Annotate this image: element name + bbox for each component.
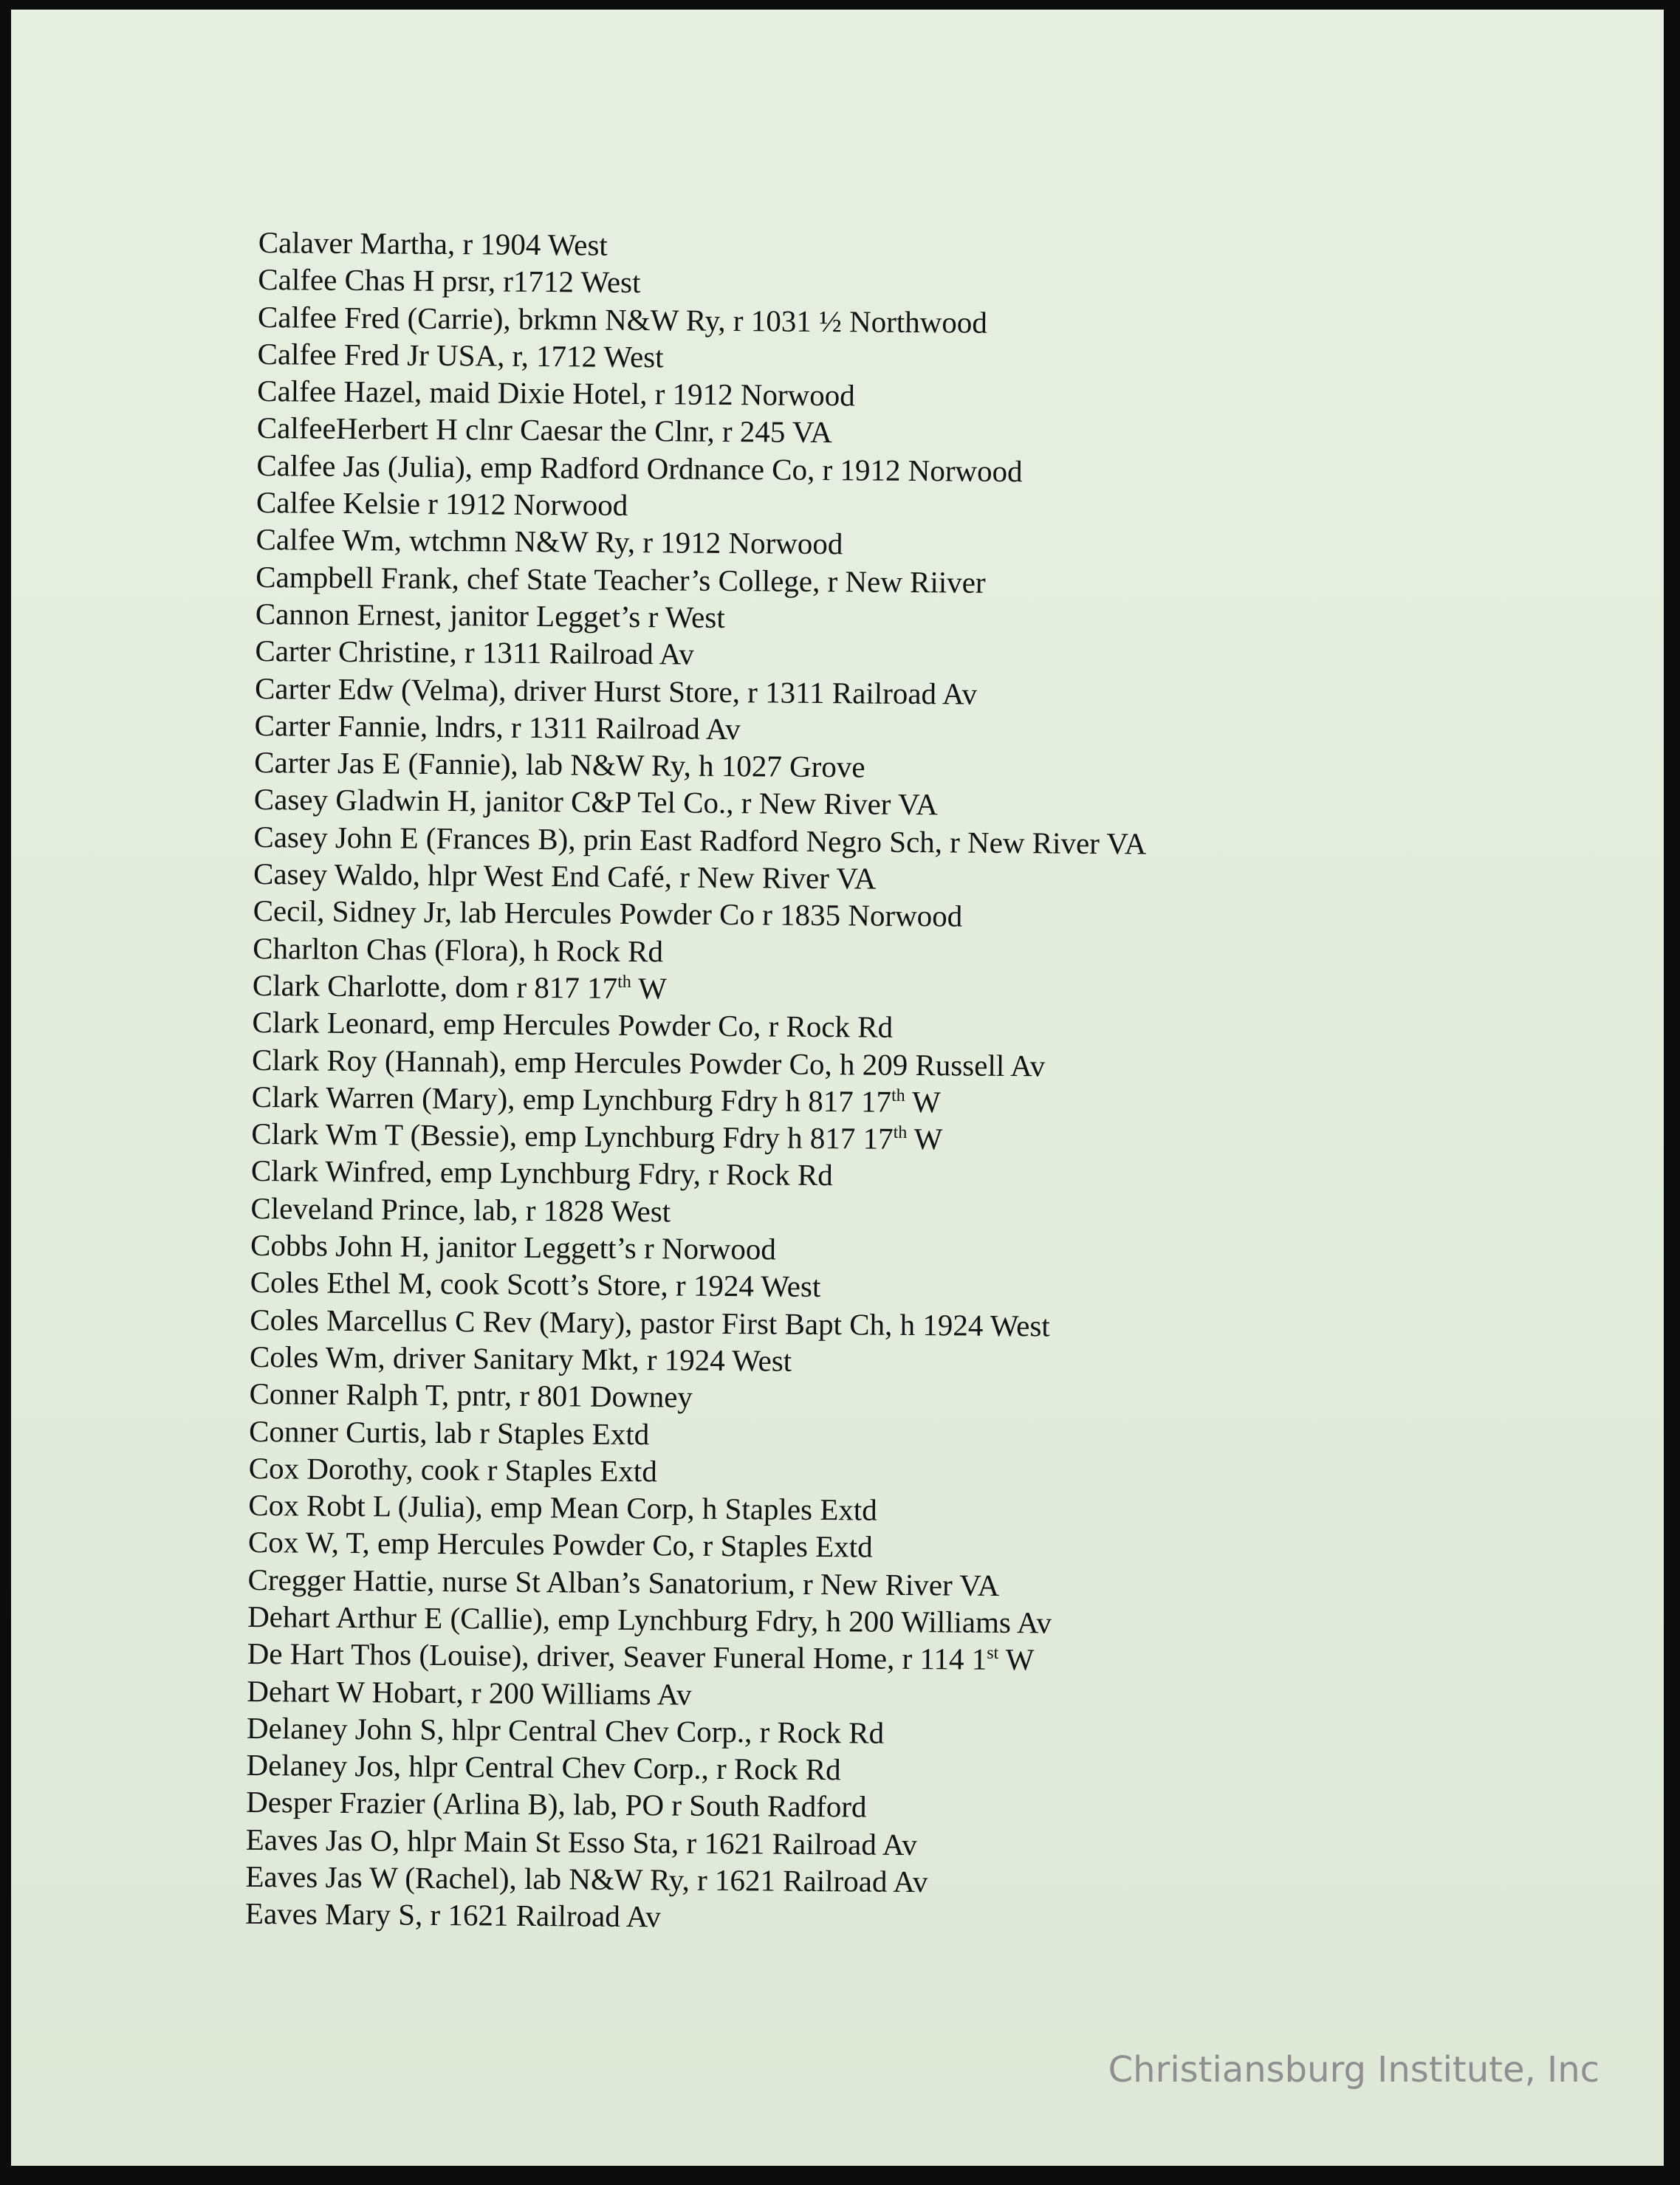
document-page: [11, 10, 1664, 2166]
directory-entry: Calfee Chas H prsr, r1712 West: [258, 262, 641, 300]
directory-entry: Cobbs John H, janitor Leggett’s r Norwood: [250, 1227, 777, 1266]
directory-entry: Cannon Ernest, janitor Legget’s r West: [255, 596, 725, 634]
directory-entry: Cox Dorothy, cook r Staples Extd: [248, 1450, 657, 1489]
directory-entry: Eaves Jas O, hlpr Main St Esso Sta, r 1621 Railroad Av: [245, 1822, 918, 1862]
directory-entry: Campbell Frank, chef State Teacher’s College, r New Riiver: [256, 559, 986, 600]
directory-entry: Carter Jas E (Fannie), lab N&W Ry, h 1027 Grove: [254, 745, 865, 784]
directory-entry: Conner Ralph T, pntr, r 801 Downey: [249, 1376, 693, 1414]
directory-entry: Dehart W Hobart, r 200 Williams Av: [247, 1673, 692, 1712]
directory-entry: Clark Leonard, emp Hercules Powder Co, r Rock Rd: [252, 1005, 894, 1045]
directory-entry: Clark Winfred, emp Lynchburg Fdry, r Rock Rd: [250, 1153, 833, 1193]
directory-entry: Delaney Jos, hlpr Central Chev Corp., r Rock Rd: [246, 1748, 841, 1787]
directory-entry: Calfee Jas (Julia), emp Radford Ordnance Co, r 1912 Norwood: [256, 447, 1023, 488]
directory-entry: Carter Christine, r 1311 Railroad Av: [255, 634, 695, 671]
directory-entry: Dehart Arthur E (Callie), emp Lynchburg Fdry, h 200 Williams Av: [247, 1599, 1052, 1640]
directory-entry: Clark Charlotte, dom r 817 17th W: [252, 967, 668, 1006]
directory-entry: Clark Roy (Hannah), emp Hercules Powder Co, h 209 Russell Av: [251, 1042, 1046, 1083]
directory-entry: Calfee Wm, wtchmn N&W Ry, r 1912 Norwood: [256, 522, 843, 561]
directory-entry: Calfee Hazel, maid Dixie Hotel, r 1912 Norwood: [257, 374, 855, 413]
directory-entry: Coles Wm, driver Sanitary Mkt, r 1924 West: [249, 1339, 792, 1378]
directory-entry: Calfee Fred (Carrie), brkmn N&W Ry, r 1031 ½ Northwood: [257, 299, 988, 340]
directory-entry: Cox W, T, emp Hercules Powder Co, r Staples Extd: [247, 1525, 873, 1564]
directory-entry: CalfeeHerbert H clnr Caesar the Clnr, r 245 VA: [256, 411, 833, 450]
directory-entry: Eaves Mary S, r 1621 Railroad Av: [244, 1896, 662, 1934]
directory-entry: Conner Curtis, lab r Staples Extd: [248, 1413, 650, 1451]
directory-entry: Cleveland Prince, lab, r 1828 West: [250, 1190, 671, 1229]
directory-entry: Casey Waldo, hlpr West End Café, r New River VA: [253, 857, 877, 896]
directory-entry: Calfee Fred Jr USA, r, 1712 West: [257, 336, 664, 374]
directory-list: [245, 224, 1514, 1942]
directory-entry: Desper Frazier (Arlina B), lab, PO r South Radford: [246, 1785, 867, 1825]
watermark: Christiansburg Institute, Inc: [1108, 2049, 1600, 2090]
directory-entry: Charlton Chas (Flora), h Rock Rd: [253, 930, 664, 968]
directory-entry: De Hart Thos (Louise), driver, Seaver Funeral Home, r 114 1st W: [247, 1636, 1035, 1677]
directory-entry: Coles Marcellus C Rev (Mary), pastor First Bapt Ch, h 1924 West: [250, 1302, 1050, 1343]
directory-entry: Clark Wm T (Bessie), emp Lynchburg Fdry h 817 17th W: [251, 1116, 943, 1156]
directory-entry: Casey John E (Frances B), prin East Radford Negro Sch, r New River VA: [253, 819, 1147, 861]
directory-entry: Clark Warren (Mary), emp Lynchburg Fdry h 817 17th W: [251, 1079, 942, 1119]
directory-entry: Cregger Hattie, nurse St Alban’s Sanatorium, r New River VA: [247, 1562, 1000, 1602]
directory-entry: Calfee Kelsie r 1912 Norwood: [256, 485, 628, 523]
directory-entry: Cox Robt L (Julia), emp Mean Corp, h Staples Extd: [248, 1488, 877, 1527]
directory-entry: Casey Gladwin H, janitor C&P Tel Co., r New River VA: [253, 782, 939, 822]
directory-entry: Calaver Martha, r 1904 West: [258, 224, 608, 262]
directory-entry: Cecil, Sidney Jr, lab Hercules Powder Co r 1835 Norwood: [253, 893, 963, 933]
directory-entry: Carter Edw (Velma), driver Hurst Store, r 1311 Railroad Av: [254, 670, 978, 711]
directory-entry: Carter Fannie, lndrs, r 1311 Railroad Av: [254, 707, 741, 747]
directory-entry: Eaves Jas W (Rachel), lab N&W Ry, r 1621 Railroad Av: [245, 1859, 928, 1899]
directory-entry: Coles Ethel M, cook Scott’s Store, r 1924 West: [250, 1265, 821, 1304]
directory-entry: Delaney John S, hlpr Central Chev Corp., r Rock Rd: [246, 1710, 885, 1750]
